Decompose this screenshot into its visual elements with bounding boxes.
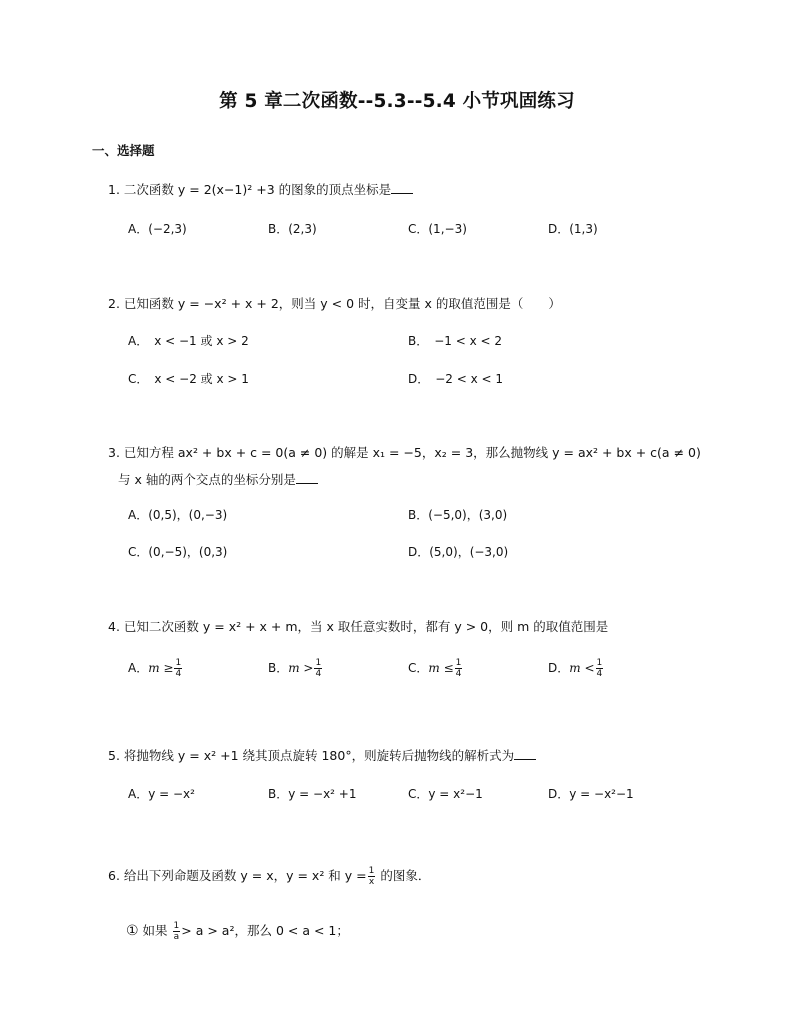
question-number: 1. xyxy=(108,182,120,197)
page-title: 第 5 章二次函数--5.3--5.4 小节巩固练习 xyxy=(219,91,575,112)
option-label: A． xyxy=(128,661,149,675)
q3-option-d[interactable]: D．(5,0)，(−3,0) xyxy=(408,545,509,559)
q2-option-d[interactable]: D． −2 < x < 1 xyxy=(408,372,504,386)
option-relation: m > xyxy=(288,661,314,675)
question-text: 二次函数 y = 2(x−1)² +3 的图象的顶点坐标是 xyxy=(123,182,392,197)
q2-option-c[interactable]: C． x < −2 或 x > 1 xyxy=(128,372,249,386)
fraction xyxy=(596,658,604,679)
option-relation: m ≤ xyxy=(428,661,454,675)
answer-blank xyxy=(514,748,536,760)
q1-option-c[interactable]: C．(1,−3) xyxy=(408,222,467,236)
q3-option-a[interactable]: A．(0,5)，(0,−3) xyxy=(128,508,228,522)
proposition-text-a: 如果 xyxy=(142,923,168,938)
q5-option-b[interactable]: B．y = −x² +1 xyxy=(268,787,357,801)
question-number: 2. xyxy=(108,296,120,311)
question-number: 6. xyxy=(108,868,120,883)
q3-option-c[interactable]: C．(0,−5)，(0,3) xyxy=(128,545,228,559)
question-text-line-1: 已知方程 ax² + bx + c = 0(a ≠ 0) 的解是 x₁ = −5，x₂ = 3，那么抛物线 y = ax² + bx + c(a ≠ 0) xyxy=(123,445,701,460)
fraction xyxy=(455,658,463,679)
q1-option-a[interactable]: A．(−2,3) xyxy=(128,222,187,236)
q4-option-c[interactable] xyxy=(408,658,463,679)
fraction-numerator: 1 xyxy=(315,658,322,668)
option-relation: m < xyxy=(569,661,595,675)
question-text-line-2: 与 x 轴的两个交点的坐标分别是 xyxy=(118,472,296,487)
fraction-denominator: 4 xyxy=(315,669,322,679)
q2-option-b[interactable]: B． −1 < x < 2 xyxy=(408,334,503,348)
q4-option-b[interactable] xyxy=(268,658,323,679)
q4-option-a[interactable] xyxy=(128,658,183,679)
fraction-denominator: 4 xyxy=(455,669,462,679)
fraction-denominator: x xyxy=(368,877,375,887)
q5-option-c[interactable]: C．y = x²−1 xyxy=(408,787,483,801)
q5-option-d[interactable]: D．y = −x²−1 xyxy=(548,787,634,801)
question-text-a: 给出下列命题及函数 y = x，y = x² 和 y = xyxy=(123,868,367,883)
question-number: 3. xyxy=(108,445,120,460)
option-label: B． xyxy=(268,661,289,675)
fraction-numerator: 1 xyxy=(455,658,462,668)
fraction-denominator: 4 xyxy=(175,669,182,679)
q1-option-d[interactable]: D．(1,3) xyxy=(548,222,598,236)
question-6 xyxy=(108,866,430,887)
q1-option-b[interactable]: B．(2,3) xyxy=(268,222,317,236)
fraction xyxy=(173,921,181,942)
q3-option-b[interactable]: B．(−5,0)，(3,0) xyxy=(408,508,508,522)
fraction-denominator: a xyxy=(173,932,180,942)
fraction-denominator: 4 xyxy=(596,669,603,679)
fraction-numerator: 1 xyxy=(596,658,603,668)
question-text: 已知二次函数 y = x² + x + m，当 x 取任意实数时，都有 y > 0，则 m 的取值范围是 xyxy=(123,619,609,634)
question-4 xyxy=(108,617,608,635)
question-1 xyxy=(108,180,413,198)
fraction xyxy=(174,658,182,679)
fraction-numerator: 1 xyxy=(173,921,180,931)
question-text: 将抛物线 y = x² +1 绕其顶点旋转 180°，则旋转后抛物线的解析式为 xyxy=(123,748,515,763)
q5-option-a[interactable]: A．y = −x² xyxy=(128,787,195,801)
question-text: 已知函数 y = −x² + x + 2，则当 y < 0 时，自变量 x 的取值范围是（ ） xyxy=(123,296,561,311)
q4-option-d[interactable] xyxy=(548,658,604,679)
fraction xyxy=(368,866,376,887)
fraction-numerator: 1 xyxy=(368,866,375,876)
option-label: D． xyxy=(548,661,570,675)
option-label: C． xyxy=(408,661,429,675)
answer-blank xyxy=(296,472,318,484)
question-number: 5. xyxy=(108,748,120,763)
question-number: 4. xyxy=(108,619,120,634)
answer-blank xyxy=(391,182,413,194)
question-3 xyxy=(108,443,701,461)
proposition-1 xyxy=(126,921,349,942)
question-2 xyxy=(108,294,561,312)
fraction-numerator: 1 xyxy=(175,658,182,668)
circled-number-1: ① xyxy=(126,923,139,939)
question-text-b: 的图象． xyxy=(380,868,431,883)
section-heading: 一、选择题 xyxy=(92,143,155,158)
question-5 xyxy=(108,746,536,764)
fraction xyxy=(314,658,322,679)
option-relation: m ≥ xyxy=(148,661,174,675)
q2-option-a[interactable]: A． x < −1 或 x > 2 xyxy=(128,334,249,348)
proposition-text-b: > a > a²，那么 0 < a < 1； xyxy=(181,923,349,938)
question-3-line-2 xyxy=(118,470,318,488)
